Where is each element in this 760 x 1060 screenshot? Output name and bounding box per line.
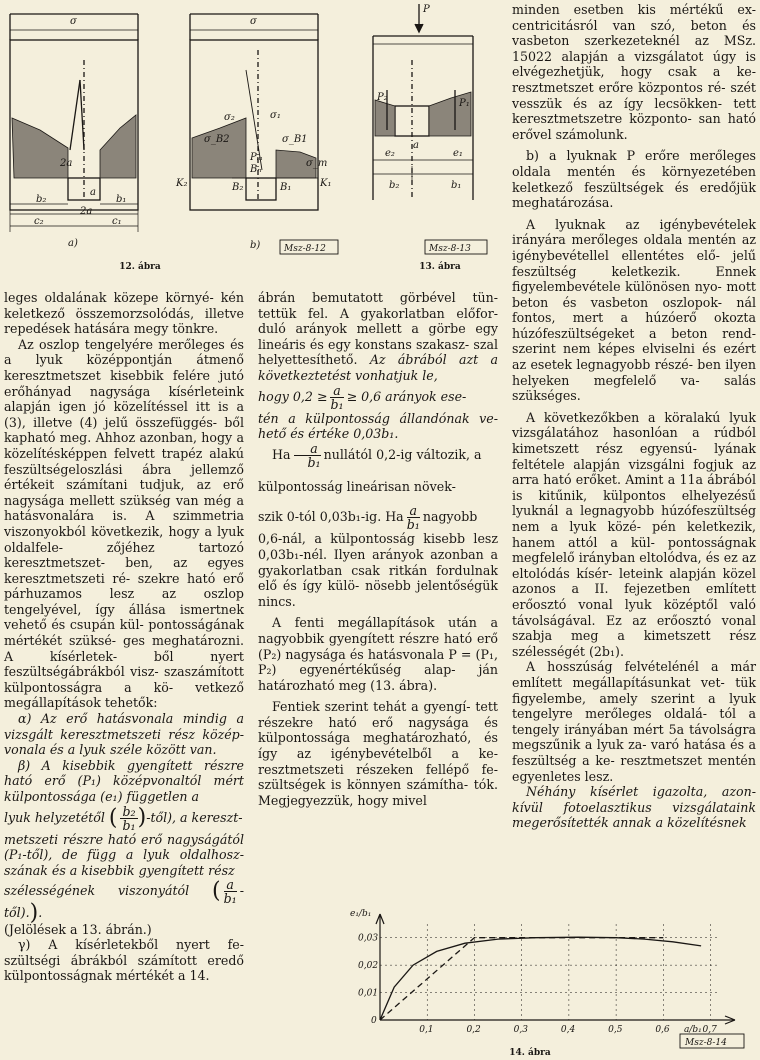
col1-beta-f: -től). [4, 883, 244, 921]
col2-para-3: Fentiek szerint tehát a gyengí- tett részekre ható erő nagysága és külpontossága meghatározható, és így az igénybevételből a ke- resztmetszeti részeken fellépő fe- szültségek is könnyen számítha- tók. Megjegyezzük, hogy mivel [258, 699, 498, 808]
col2-ha-4: 0,6-nál, a külpontosság kisebb lesz 0,03b₁-nél. Ilyen arányok azonban a gyakorlatban csak ritkán fordulnak elő és így külö- nösebb jelentőségük nincs. [258, 531, 498, 609]
fig13-p1: P₁ [459, 98, 470, 109]
fig12-caption: 12. ábra [119, 262, 161, 272]
fraction-ha-3: $\frac{a}{\text{b₁}}$ [406, 503, 420, 533]
x-tick-label: 0,7 [702, 1025, 717, 1035]
fig13-b2: b₂ [389, 180, 400, 191]
col1-para-2: Az oszlop tengelyére merőleges és a lyuk középpontján átmenő keresztmetszet kisebbik felére jutó erőhányad nagysága kísérleteink alapján igen jó közelítéssel itt is a (3), illetve (4) jelű összefüggés- ből kapható meg. Ahhoz azonban, hogy a közelítésképpen felvett trapéz alakú feszültségeloszlási ábra jellemző értékeit számítani tudjuk, az erő nagysága mellett szükség van még a hatásvonalára is. A szimmetria viszonyokból következik, hogy a lyuk oldalfele- zőjéhez tartozó keresztmetszet- ben, az egyes keresztmetszeti ré- szekre ható erő párhuzamos lesz az oszlop tengelyével, így állása ismertnek vehető és csupán kül- pontosságának mértékét szüksé- ges meghatározni. A kísérletek- ből nyert feszültségábrákból visz- szaszámított külpontosságra a kö- vetkező megállapítások tehetők: [4, 336, 244, 711]
col3-para-1: minden esetben kis mértékű ex- centricitásról van szó, beton és vasbeton szerkezeteknél az MSz. 15022 alapján a vizsgálatot úgy is elvégezhetjük, hogy csak a ke- resztmetszet erőre központos ré- szét vesszük és az így lecsökken- tett keresztmetszetre központo- san ható erővel számolunk. [512, 2, 756, 142]
col3-para-2: b) a lyuknak P erőre merőleges oldala mentén és környezetében keletkező feszültségek és eredőjük meghatározása. [512, 148, 756, 211]
col1-beta-formula: lyuk helyzetétől ( $\frac{\text{b₂}}{\text{b₁}}$ )-től), a kereszt- [4, 803, 243, 833]
col2-ha-3: szik 0-tól 0,03b₁-ig. Ha $\frac{a}{\text{b₁}}$ nagyobb [258, 503, 478, 533]
col1-beta-g: (Jelölések a 13. ábrán.) [4, 921, 152, 937]
column-3 [512, 2, 756, 831]
col1-beta [4, 758, 244, 805]
col2-hogy-c: tén a külpontosság állandónak ve- hető és értéke 0,03b₁. [258, 410, 498, 442]
column-1 [4, 290, 244, 984]
fig13-p: P [423, 4, 430, 15]
fig12-sigma-a: σ [70, 16, 77, 27]
fig12-b1: b₁ [116, 194, 127, 205]
fig12-2a: 2a [80, 206, 93, 217]
y-tick-label: 0,03 [358, 933, 379, 944]
figure-12 [0, 0, 350, 262]
x-tick-label: 0,2 [466, 1025, 481, 1035]
col1-para-1: leges oldalának közepe környé- kén keletkező összemorzsolódás, illetve repedések hatására megy tönkre. [4, 290, 244, 337]
col3-para-6: Néhány kísérlet igazolta, azon- kívül fotoelasztikus vizsgálataink megerősítették annak a közelítésnek [512, 784, 756, 831]
y-tick-label: 0,02 [358, 961, 379, 972]
x-tick-label: 0,4 [560, 1025, 576, 1035]
x-tick-label: 0,6 [655, 1025, 670, 1035]
fraction-a-b1-col2: $\frac{a}{\text{b₁}}$ [330, 382, 344, 412]
fig12-k2: K₂ [176, 178, 188, 189]
col1-beta-formula-2: szélességének viszonyától ( $\frac{a}{\text{b₁}}$ -től).). [4, 877, 244, 927]
fig12-bn: Bₙ [250, 164, 262, 175]
fig14-caption: 14. ábra [509, 1048, 551, 1058]
figure-14-chart [340, 902, 750, 1052]
fig13-code: Msz-8-13 [429, 244, 471, 254]
fig12-s2: σ₂ [224, 112, 235, 123]
fig13-a: a [413, 140, 419, 151]
fraction-b2-b1: $\frac{\text{b₂}}{\text{b₁}}$ [122, 803, 136, 833]
fig13-e1: e₁ [453, 148, 463, 159]
col1-beta-b: lyuk helyzetétől [4, 809, 105, 825]
fig13-e2: e₂ [385, 148, 395, 159]
fig12-sub-a: a) [68, 238, 78, 249]
col1-beta-a: β) A kisebbik gyengített részre ható erő (P₁) középvonaltól mért külpontossága (e₁) független a [4, 757, 244, 804]
col2-ha-1: Ha $\frac{a}{\text{b₁}}$ nullától 0,2-ig változik, a [272, 440, 482, 470]
fig12-pm: Pₘ [250, 152, 263, 163]
col3-para-4: A következőkben a köralakú lyuk vizsgálatához hasonlóan a rúdból kimetszett rész egyensú- lyának feltétele alapján vizsgálni fogjuk az arra ható erőket. Amint a 11a ábrából is kitűnik, külpontos elhelyezésű lyuknál a legnagyobb húzófeszültség nem a lyuk közé- pén keletkezik, hanem attól a kül- pontosságnak megfelelő irányban eltolódva, és ez az eltolódás kísér- leteink alapján közel azonos a II. fejezetben említett erőosztó vonal lyuk középtől való távolságával. Ez az erőosztó vonal szabja meg a kimetszett rész szélességét (2b₁). [512, 409, 756, 659]
fig12-a: a [90, 187, 96, 198]
fig12-sb1: σ_B1 [282, 134, 308, 145]
fig12-c2: c₂ [34, 216, 44, 227]
fig12-sub-b: b) [250, 240, 261, 251]
col2-hogy: hogy 0,2 ≥ $\frac{a}{\text{b₁}}$ ≥ 0,6 arányok ese- [258, 382, 467, 412]
fig12-code: Msz-8-12 [284, 244, 326, 254]
col2-ha-2: külpontosság lineárisan növek- [258, 478, 456, 494]
col2-para-2: A fenti megállapítások után a nagyobbik gyengített részre ható erő (P₂) nagysága és hatásvonala P = (P₁, P₂) egyenértékűség alap- ján határozható meg (13. ábra). [258, 615, 498, 693]
fig12-s1: σ₁ [270, 110, 281, 121]
fig13-caption: 13. ábra [419, 262, 461, 272]
column-2 [258, 290, 498, 808]
col1-beta-d: metszeti részre ható erő nagyságától (P₁-től), de függ a lyuk oldalhosz- szának és a kisebbik gyengített rész [4, 831, 244, 878]
fig14-ylabel: e₁/b₁ [350, 909, 372, 919]
fig13-p2: P₂ [377, 92, 388, 103]
fig12-c1: c₁ [112, 216, 122, 227]
figure-13 [355, 0, 495, 262]
x-tick-label: 0,1 [419, 1025, 434, 1035]
fig12-b2: b₂ [36, 194, 47, 205]
col1-beta-e: szélességének viszonyától [4, 883, 190, 899]
fig12-sb2: σ_B2 [204, 134, 230, 145]
fig14-code: Msz-8-14 [685, 1038, 727, 1048]
fig12-b2l: B₂ [232, 182, 244, 193]
col1-alpha: α) Az erő hatásvonala mindig a vizsgált keresztmetszeti rész közép- vonala és a lyuk széle között van. [4, 711, 244, 758]
col2-top: ábrán bemutatott görbével tün- tettük fel. A gyakorlatban előfor- duló arányok mellett a görbe egy lineáris és egy konstans szakasz- szal helyettesíthető. Az ábrából azt a következtetést vonhatjuk le, [258, 290, 498, 383]
fig12-sigma-b: σ [250, 16, 257, 27]
fraction-ha-1: $\frac{a}{\text{b₁}}$ [294, 442, 321, 469]
fig12-h2a: 2a [60, 158, 73, 169]
col1-beta-c: -től), a kereszt- [146, 809, 243, 825]
col3-para-5: A hosszúság felvételénél a már említett megállapításunkat vet- tük figyelembe, amely szerint a lyuk tengelyre merőleges oldalá- tól a tengely irányában mért 5a távolságra megszűnik a lyuk za- varó hatása és a feszültség a ke- resztmetszet mentén egyenletes lesz. [512, 659, 756, 784]
x-tick-label: 0,3 [513, 1025, 528, 1035]
fraction-a-b1: $\frac{a}{\text{b₁}}$ [223, 877, 237, 907]
y-tick-label: 0,01 [358, 988, 379, 999]
col3-para-3: A lyuknak az igénybevételek irányára merőleges oldala mentén az igénybevétellel ellentétes elő- jelű feszültség keletkezik. Ennek figyelembevétele különösen nyo- mott beton és vasbeton oszlopok- nál fontos, mert a húzóerő okozta húzófeszültségeket a beton rend- szerint nem képes elviselni és ezért az esetek legnagyobb részé- ben ilyen helyeken megfelelő va- salás szükséges. [512, 216, 756, 404]
y-tick-label: 0 [371, 1016, 377, 1026]
fig13-b1: b₁ [451, 180, 462, 191]
fig12-k1: K₁ [320, 178, 332, 189]
x-tick-label: 0,5 [608, 1025, 623, 1035]
fig12-b1l: B₁ [280, 182, 292, 193]
fig12-sm: σ_m [306, 158, 328, 169]
fig14-xlabel: a/b₁ [684, 1025, 702, 1035]
col1-gamma: γ) A kísérletekből nyert fe- szültségi ábrákból számított eredő külpontosságnak mértékét a 14. [4, 937, 244, 984]
